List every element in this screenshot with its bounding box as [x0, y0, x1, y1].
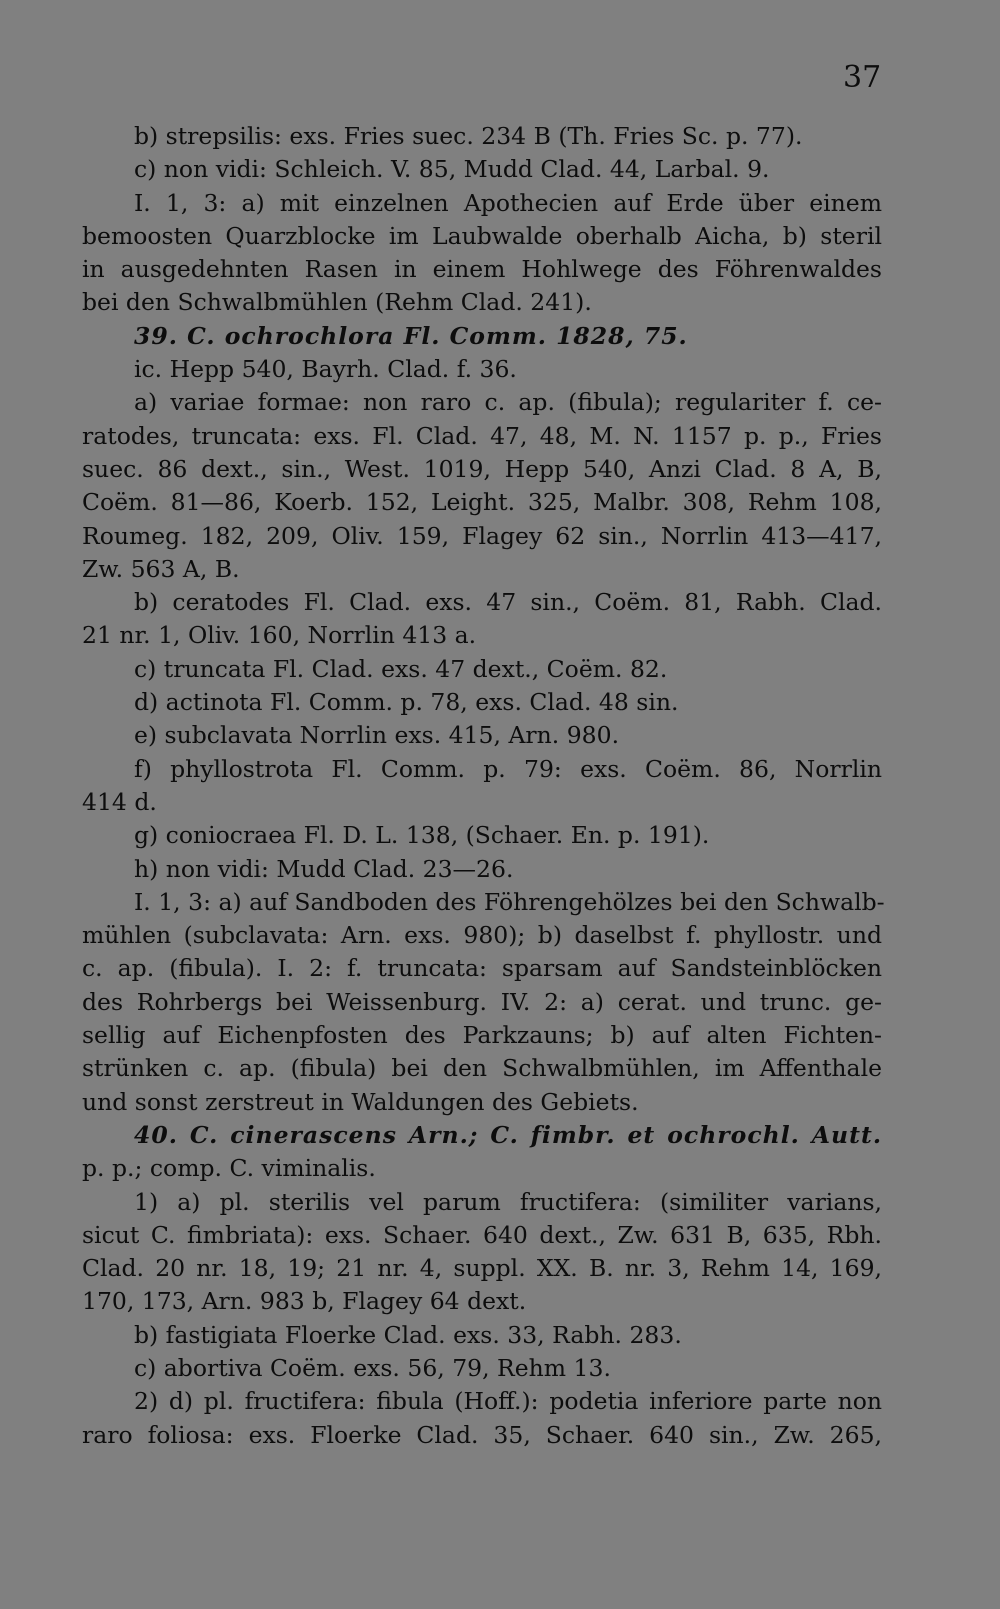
text-line: 170, 173, Arn. 983 b, Flagey 64 dext. — [82, 1287, 527, 1316]
text-line: raro foliosa: exs. Floerke Clad. 35, Schaer. 640 sin., Zw. 265, — [82, 1420, 882, 1449]
text-line: 1) a) pl. sterilis vel parum fructifera: (similiter varians, — [134, 1187, 882, 1216]
text-line: 2) d) pl. fructifera: fibula (Hoff.): podetia inferiore parte non — [134, 1387, 882, 1416]
text-line: ic. Hepp 540, Bayrh. Clad. f. 36. — [134, 355, 517, 384]
text-line: c) non vidi: Schleich. V. 85, Mudd Clad. 44, Larbal. 9. — [134, 155, 770, 184]
text-line: d) actinota Fl. Comm. p. 78, exs. Clad. 48 sin. — [134, 688, 679, 717]
text-line: g) coniocraea Fl. D. L. 138, (Schaer. En. p. 191). — [134, 821, 710, 850]
text-line: c) truncata Fl. Clad. exs. 47 dext., Coëm. 82. — [134, 654, 668, 683]
text-line: bei den Schwalbmühlen (Rehm Clad. 241). — [82, 288, 592, 317]
text-line: b) ceratodes Fl. Clad. exs. 47 sin., Coëm. 81, Rabh. Clad. — [134, 588, 882, 617]
text-line: Zw. 563 A, B. — [82, 554, 240, 583]
text-line: bemoosten Quarzblocke im Laubwalde oberhalb Aicha, b) steril — [82, 221, 882, 250]
species-heading: 39. C. ochrochlora Fl. Comm. 1828, 75. — [134, 321, 688, 350]
text-line: e) subclavata Norrlin exs. 415, Arn. 980. — [134, 721, 620, 750]
page-number: 37 — [843, 60, 882, 95]
text-line: a) variae formae: non raro c. ap. (fibula); regulariter f. ce- — [134, 388, 882, 417]
text-line: c) abortiva Coëm. exs. 56, 79, Rehm 13. — [134, 1353, 611, 1382]
text-line: strünken c. ap. (fibula) bei den Schwalbmühlen, im Affenthale — [82, 1054, 882, 1083]
text-line: suec. 86 dext., sin., West. 1019, Hepp 540, Anzi Clad. 8 A, B, — [82, 454, 882, 483]
text-line: Clad. 20 nr. 18, 19; 21 nr. 4, suppl. XX. B. nr. 3, Rehm 14, 169, — [82, 1254, 882, 1283]
body-text — [82, 120, 885, 1452]
text-line: b) strepsilis: exs. Fries suec. 234 B (Th. Fries Sc. p. 77). — [134, 122, 803, 150]
text-line: 414 d. — [82, 787, 157, 816]
text-line: I. 1, 3: a) mit einzelnen Apothecien auf Erde über einem — [134, 188, 882, 217]
text-line: h) non vidi: Mudd Clad. 23—26. — [134, 854, 514, 883]
text-line: sicut C. fimbriata): exs. Schaer. 640 dext., Zw. 631 B, 635, Rbh. — [82, 1220, 882, 1249]
text-line: 21 nr. 1, Oliv. 160, Norrlin 413 a. — [82, 621, 477, 650]
text-line: des Rohrbergs bei Weissenburg. IV. 2: a) cerat. und trunc. ge- — [82, 987, 882, 1016]
text-line: und sonst zerstreut in Waldungen des Gebiets. — [82, 1087, 639, 1116]
text-line: I. 1, 3: a) auf Sandboden des Föhrengehölzes bei den Schwalb- — [134, 887, 885, 916]
text-line: Coëm. 81—86, Koerb. 152, Leight. 325, Malbr. 308, Rehm 108, — [82, 488, 882, 517]
text-line: f) phyllostrota Fl. Comm. p. 79: exs. Coëm. 86, Norrlin — [134, 754, 882, 783]
text-line: b) fastigiata Floerke Clad. exs. 33, Rabh. 283. — [134, 1320, 682, 1349]
text-line: ratodes, truncata: exs. Fl. Clad. 47, 48, M. N. 1157 p. p., Fries — [82, 421, 882, 450]
text-line: sellig auf Eichenpfosten des Parkzauns; b) auf alten Fichten- — [82, 1021, 882, 1050]
species-heading: 40. C. cinerascens Arn.; C. fimbr. et ochrochl. Autt. — [134, 1120, 882, 1149]
text-line: mühlen (subclavata: Arn. exs. 980); b) daselbst f. phyllostr. und — [82, 921, 882, 950]
text-line: in ausgedehnten Rasen in einem Hohlwege des Föhrenwaldes — [82, 255, 882, 284]
text-line: c. ap. (fibula). I. 2: f. truncata: sparsam auf Sandsteinblöcken — [82, 954, 882, 983]
text-line: p. p.; comp. C. viminalis. — [82, 1154, 376, 1183]
text-line: Roumeg. 182, 209, Oliv. 159, Flagey 62 sin., Norrlin 413—417, — [82, 521, 882, 550]
